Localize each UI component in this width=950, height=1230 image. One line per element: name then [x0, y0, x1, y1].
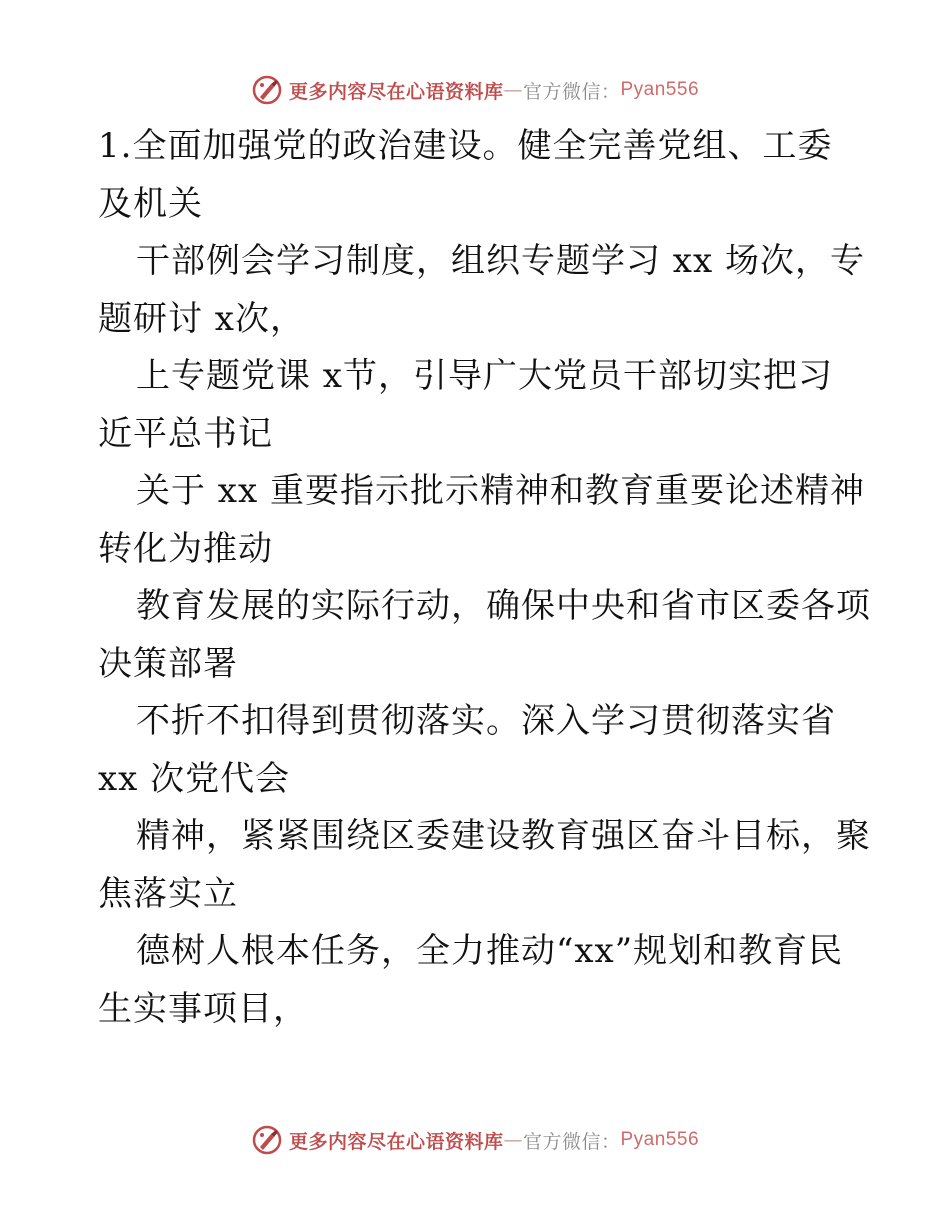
body-line: 决策部署 [98, 643, 238, 684]
body-line: 及机关 [98, 183, 203, 224]
pen-nib-logo-icon [251, 1124, 283, 1156]
body-line: 德树人根本任务，全力推动“xx”规划和教育民 [136, 931, 844, 971]
body-line: 1.全面加强党的政治建设。健全完善党组、工委 [98, 126, 833, 166]
banner-title: 更多内容尽在心语资料库 [288, 1130, 504, 1153]
header-banner [0, 70, 950, 110]
body-line: 不折不扣得到贯彻落实。深入学习贯彻落实省 [136, 701, 836, 741]
body-line: 题研讨 x次， [98, 298, 305, 339]
banner-wechat-id: Pyan556 [620, 1129, 700, 1150]
body-line: 上专题党课 x节，引导广大党员干部切实把习 [136, 356, 833, 396]
body-line: 关于 xx 重要指示批示精神和教育重要论述精神 [136, 471, 865, 511]
body-line: 生实事项目， [98, 988, 308, 1029]
banner-subtitle: 官方微信： [522, 1130, 621, 1153]
body-line: 精神，紧紧围绕区委建设教育强区奋斗目标，聚 [136, 816, 871, 856]
banner-title: 更多内容尽在心语资料库 [288, 80, 504, 103]
banner-dash: — [503, 1129, 523, 1151]
footer-banner [0, 1120, 950, 1160]
banner-wechat-id: Pyan556 [620, 79, 700, 100]
body-line: 转化为推动 [98, 528, 273, 569]
banner-dash: — [503, 79, 523, 101]
body-line: 焦落实立 [98, 873, 238, 914]
body-line: 近平总书记 [98, 413, 273, 454]
banner-subtitle: 官方微信： [522, 80, 621, 103]
document-body [98, 118, 871, 1038]
body-line: 教育发展的实际行动，确保中央和省市区委各项 [136, 586, 871, 626]
pen-nib-logo-icon [251, 74, 283, 106]
body-line: 干部例会学习制度，组织专题学习 xx 场次，专 [136, 241, 865, 281]
body-line: xx 次党代会 [98, 758, 291, 799]
